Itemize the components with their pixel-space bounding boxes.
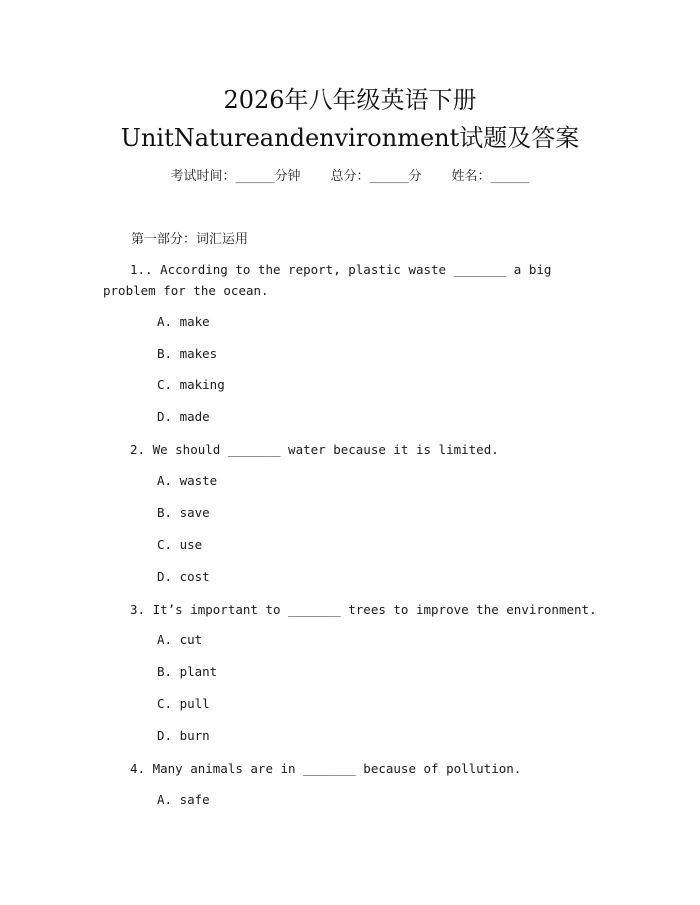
question-2-option-a[interactable]: A. waste — [157, 473, 218, 488]
question-3-option-a[interactable]: A. cut — [157, 632, 203, 647]
name-field: 姓名：______ — [451, 169, 530, 184]
question-1-option-d[interactable]: D. made — [157, 409, 210, 424]
page-title-line2: UnitNatureandenvironment试题及答案 — [120, 124, 580, 152]
question-3: 3. It’s important to _______ trees to improve the environment. — [130, 602, 597, 617]
question-1: 1.. According to the report, plastic waste _______ a big problem for the ocean. — [103, 262, 552, 298]
question-2-option-b[interactable]: B. save — [157, 505, 210, 520]
question-1-option-c[interactable]: C. making — [157, 377, 225, 392]
question-1-option-a[interactable]: A. make — [157, 314, 210, 329]
exam-time-field: 考试时间：______分钟 — [170, 169, 301, 184]
question-3-option-d[interactable]: D. burn — [157, 728, 210, 743]
question-2: 2. We should _______ water because it is limited. — [130, 442, 499, 457]
question-4-option-a[interactable]: A. safe — [157, 792, 210, 807]
exam-info — [0, 168, 700, 186]
question-3-option-b[interactable]: B. plant — [157, 664, 218, 679]
section-heading: 第一部分：词汇运用 — [131, 232, 249, 247]
question-2-option-c[interactable]: C. use — [157, 537, 203, 552]
page-title-line1: 2026年八年级英语下册 — [223, 86, 477, 114]
question-1-option-b[interactable]: B. makes — [157, 346, 218, 361]
question-2-option-d[interactable]: D. cost — [157, 569, 210, 584]
question-4: 4. Many animals are in _______ because of pollution. — [130, 761, 522, 776]
question-3-option-c[interactable]: C. pull — [157, 696, 210, 711]
total-score-field: 总分：______分 — [330, 169, 422, 184]
